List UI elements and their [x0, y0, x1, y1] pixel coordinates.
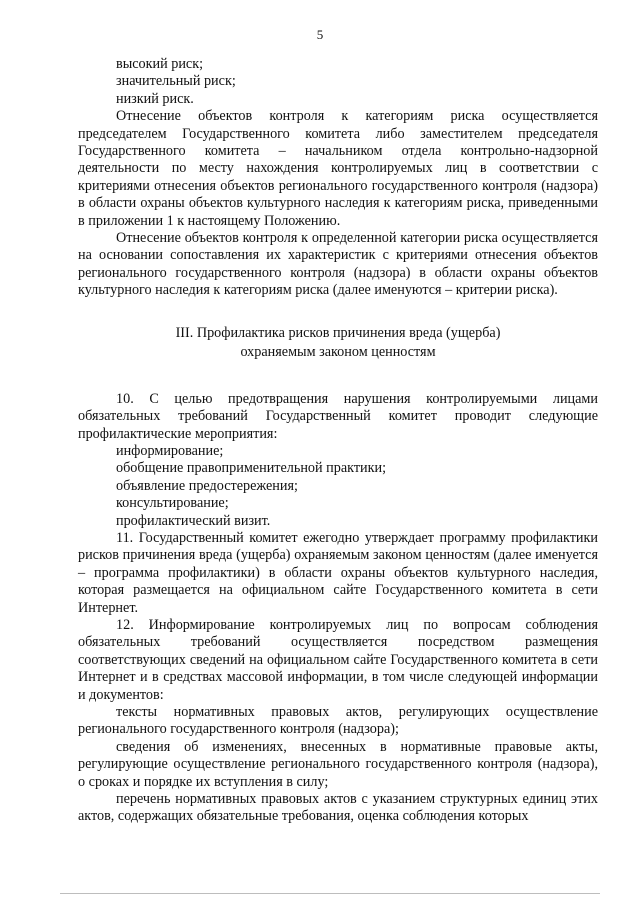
paragraph-11: 11. Государственный комитет ежегодно утверждает программу профилактики рисков причинения вреда (ущерба) охраняемым законом ценностям (далее именуется – программа профилактики) в области охраны объектов культурного наследия, которая размещается на официальном сайте Государственного комитета в сети Интернет.	[78, 529, 598, 616]
page-number: 5	[316, 27, 324, 42]
risk-level-low: низкий риск.	[116, 90, 194, 107]
paragraph-10: 10. С целью предотвращения нарушения контролируемыми лицами обязательных требований Государственный комитет проводит следующие профилактические мероприятия:	[78, 390, 598, 442]
measure-consulting: консультирование;	[116, 495, 229, 512]
list-item-legal-texts: тексты нормативных правовых актов, регулирующих осуществление регионального государственного контроля (надзора);	[78, 704, 598, 738]
measure-warning: объявление предостережения;	[116, 477, 298, 494]
paragraph-12: 12. Информирование контролируемых лиц по вопросам соблюдения обязательных требований осуществляется посредством размещения соответствующих сведений на официальном сайте Государственного комитета в сети Интернет и в средствах массовой информации, в том числе следующей информации и документов:	[78, 616, 598, 703]
footer-divider	[60, 893, 600, 894]
section-heading-line-1: III. Профилактика рисков причинения вреда (ущерба)	[175, 324, 501, 341]
section-heading	[78, 324, 598, 362]
section-heading-line-2: охраняемым законом ценностям	[240, 343, 436, 360]
measure-informing: информирование;	[116, 442, 224, 459]
risk-level-significant: значительный риск;	[116, 73, 236, 90]
risk-level-high: высокий риск;	[116, 56, 204, 72]
list-item-amendments: сведения об изменениях, внесенных в нормативные правовые акты, регулирующие осуществление регионального государственного контроля (надзора), о сроках и порядке их вступления в силу;	[78, 738, 598, 790]
paragraph-risk-assignment: Отнесение объектов контроля к категориям риска осуществляется председателем Государственного комитета либо заместителем председателя Государственного комитета – начальником отдела контрольно-надзорной деятельности по месту нахождения контролируемых лиц в соответствии с критериями отнесения объектов регионального государственного контроля (надзора) в области охраны объектов культурного наследия к категориям риска, приведенными в приложении 1 к настоящему Положению.	[78, 108, 598, 229]
list-item-acts-list: перечень нормативных правовых актов с указанием структурных единиц этих актов, содержащих обязательные требования, оценка соблюдения которых	[78, 791, 598, 825]
document-body	[78, 56, 598, 826]
measure-preventive-visit: профилактический визит.	[116, 512, 271, 529]
paragraph-risk-criteria: Отнесение объектов контроля к определенной категории риска осуществляется на основании сопоставления их характеристик с критериями отнесения объектов регионального государственного контроля (надзора) в области охраны объектов культурного наследия к категориям риска (далее именуются – критерии риска).	[78, 230, 598, 299]
measure-practice-summary: обобщение правоприменительной практики;	[116, 460, 387, 477]
